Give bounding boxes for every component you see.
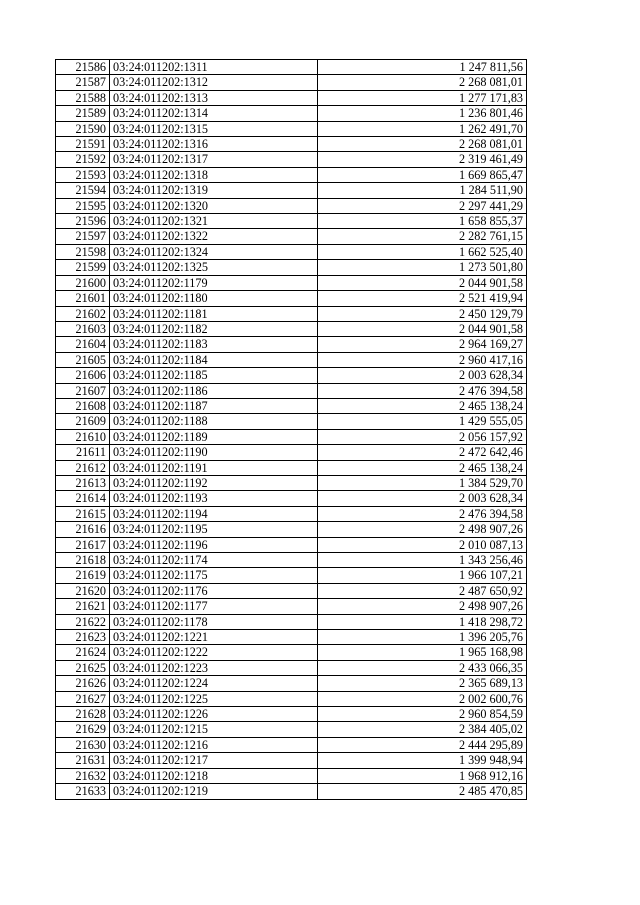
data-table xyxy=(55,59,527,800)
value-cell: 2 450 129,79 xyxy=(318,306,527,321)
value-cell: 2 465 138,24 xyxy=(318,398,527,413)
table-row xyxy=(56,599,527,614)
value-cell: 1 236 801,46 xyxy=(318,106,527,121)
value-cell: 2 056 157,92 xyxy=(318,429,527,444)
row-number-cell: 21617 xyxy=(56,537,110,552)
row-number-cell: 21614 xyxy=(56,491,110,506)
row-number-cell: 21633 xyxy=(56,784,110,799)
table-row xyxy=(56,244,527,259)
table-row xyxy=(56,398,527,413)
cadastral-number-cell: 03:24:011202:1183 xyxy=(110,337,318,352)
cadastral-number-cell: 03:24:011202:1226 xyxy=(110,707,318,722)
row-number-cell: 21595 xyxy=(56,198,110,213)
cadastral-number-cell: 03:24:011202:1186 xyxy=(110,383,318,398)
row-number-cell: 21620 xyxy=(56,583,110,598)
value-cell: 2 003 628,34 xyxy=(318,491,527,506)
cadastral-number-cell: 03:24:011202:1193 xyxy=(110,491,318,506)
table-row xyxy=(56,630,527,645)
table-row xyxy=(56,475,527,490)
cadastral-number-cell: 03:24:011202:1317 xyxy=(110,152,318,167)
value-cell: 2 498 907,26 xyxy=(318,522,527,537)
row-number-cell: 21623 xyxy=(56,630,110,645)
table-row xyxy=(56,414,527,429)
cadastral-number-cell: 03:24:011202:1191 xyxy=(110,460,318,475)
row-number-cell: 21597 xyxy=(56,229,110,244)
table-row xyxy=(56,506,527,521)
table-row xyxy=(56,768,527,783)
row-number-cell: 21593 xyxy=(56,167,110,182)
table-row xyxy=(56,183,527,198)
table-row xyxy=(56,645,527,660)
table-row xyxy=(56,90,527,105)
value-cell: 2 485 470,85 xyxy=(318,784,527,799)
value-cell: 1 247 811,56 xyxy=(318,60,527,75)
table-row xyxy=(56,491,527,506)
table-row xyxy=(56,214,527,229)
cadastral-number-cell: 03:24:011202:1315 xyxy=(110,121,318,136)
table-row xyxy=(56,691,527,706)
row-number-cell: 21628 xyxy=(56,707,110,722)
table-row xyxy=(56,460,527,475)
row-number-cell: 21588 xyxy=(56,90,110,105)
row-number-cell: 21630 xyxy=(56,737,110,752)
row-number-cell: 21621 xyxy=(56,599,110,614)
row-number-cell: 21608 xyxy=(56,398,110,413)
value-cell: 2 472 642,46 xyxy=(318,445,527,460)
table-row xyxy=(56,260,527,275)
table-row xyxy=(56,337,527,352)
cadastral-number-cell: 03:24:011202:1321 xyxy=(110,214,318,229)
cadastral-number-cell: 03:24:011202:1320 xyxy=(110,198,318,213)
value-cell: 2 487 650,92 xyxy=(318,583,527,598)
cadastral-number-cell: 03:24:011202:1225 xyxy=(110,691,318,706)
row-number-cell: 21587 xyxy=(56,75,110,90)
cadastral-number-cell: 03:24:011202:1188 xyxy=(110,414,318,429)
value-cell: 2 002 600,76 xyxy=(318,691,527,706)
cadastral-number-cell: 03:24:011202:1222 xyxy=(110,645,318,660)
table-row xyxy=(56,707,527,722)
row-number-cell: 21609 xyxy=(56,414,110,429)
table-row xyxy=(56,383,527,398)
table-row xyxy=(56,229,527,244)
table-row xyxy=(56,722,527,737)
value-cell: 1 418 298,72 xyxy=(318,614,527,629)
table-row xyxy=(56,522,527,537)
value-cell: 2 365 689,13 xyxy=(318,676,527,691)
value-cell: 2 297 441,29 xyxy=(318,198,527,213)
value-cell: 1 262 491,70 xyxy=(318,121,527,136)
cadastral-number-cell: 03:24:011202:1189 xyxy=(110,429,318,444)
row-number-cell: 21624 xyxy=(56,645,110,660)
row-number-cell: 21619 xyxy=(56,568,110,583)
row-number-cell: 21626 xyxy=(56,676,110,691)
cadastral-number-cell: 03:24:011202:1190 xyxy=(110,445,318,460)
cadastral-number-cell: 03:24:011202:1217 xyxy=(110,753,318,768)
row-number-cell: 21586 xyxy=(56,60,110,75)
table-row xyxy=(56,537,527,552)
row-number-cell: 21613 xyxy=(56,475,110,490)
row-number-cell: 21603 xyxy=(56,321,110,336)
value-cell: 2 476 394,58 xyxy=(318,506,527,521)
value-cell: 1 284 511,90 xyxy=(318,183,527,198)
cadastral-number-cell: 03:24:011202:1179 xyxy=(110,275,318,290)
table-row xyxy=(56,583,527,598)
table-row xyxy=(56,60,527,75)
cadastral-number-cell: 03:24:011202:1175 xyxy=(110,568,318,583)
table-row xyxy=(56,198,527,213)
cadastral-number-cell: 03:24:011202:1176 xyxy=(110,583,318,598)
table-row xyxy=(56,753,527,768)
value-cell: 2 044 901,58 xyxy=(318,275,527,290)
cadastral-number-cell: 03:24:011202:1216 xyxy=(110,737,318,752)
table-row xyxy=(56,568,527,583)
row-number-cell: 21615 xyxy=(56,506,110,521)
table-row xyxy=(56,445,527,460)
value-cell: 1 965 168,98 xyxy=(318,645,527,660)
row-number-cell: 21596 xyxy=(56,214,110,229)
row-number-cell: 21591 xyxy=(56,137,110,152)
table-row xyxy=(56,291,527,306)
table-row xyxy=(56,306,527,321)
value-cell: 2 282 761,15 xyxy=(318,229,527,244)
row-number-cell: 21631 xyxy=(56,753,110,768)
value-cell: 1 968 912,16 xyxy=(318,768,527,783)
value-cell: 2 268 081,01 xyxy=(318,137,527,152)
cadastral-number-cell: 03:24:011202:1324 xyxy=(110,244,318,259)
cadastral-number-cell: 03:24:011202:1314 xyxy=(110,106,318,121)
value-cell: 2 010 087,13 xyxy=(318,537,527,552)
row-number-cell: 21611 xyxy=(56,445,110,460)
cadastral-number-cell: 03:24:011202:1177 xyxy=(110,599,318,614)
cadastral-number-cell: 03:24:011202:1312 xyxy=(110,75,318,90)
cadastral-number-cell: 03:24:011202:1311 xyxy=(110,60,318,75)
value-cell: 2 319 461,49 xyxy=(318,152,527,167)
row-number-cell: 21594 xyxy=(56,183,110,198)
table-row xyxy=(56,553,527,568)
value-cell: 1 429 555,05 xyxy=(318,414,527,429)
row-number-cell: 21627 xyxy=(56,691,110,706)
cadastral-number-cell: 03:24:011202:1223 xyxy=(110,660,318,675)
value-cell: 1 273 501,80 xyxy=(318,260,527,275)
row-number-cell: 21632 xyxy=(56,768,110,783)
cadastral-number-cell: 03:24:011202:1215 xyxy=(110,722,318,737)
row-number-cell: 21600 xyxy=(56,275,110,290)
table-row xyxy=(56,152,527,167)
value-cell: 2 521 419,94 xyxy=(318,291,527,306)
value-cell: 2 044 901,58 xyxy=(318,321,527,336)
table-row xyxy=(56,352,527,367)
cadastral-number-cell: 03:24:011202:1224 xyxy=(110,676,318,691)
value-cell: 1 399 948,94 xyxy=(318,753,527,768)
value-cell: 1 966 107,21 xyxy=(318,568,527,583)
table-row xyxy=(56,75,527,90)
row-number-cell: 21604 xyxy=(56,337,110,352)
cadastral-number-cell: 03:24:011202:1174 xyxy=(110,553,318,568)
table-row xyxy=(56,784,527,799)
row-number-cell: 21590 xyxy=(56,121,110,136)
row-number-cell: 21629 xyxy=(56,722,110,737)
value-cell: 2 433 066,35 xyxy=(318,660,527,675)
row-number-cell: 21602 xyxy=(56,306,110,321)
row-number-cell: 21599 xyxy=(56,260,110,275)
row-number-cell: 21610 xyxy=(56,429,110,444)
table-row xyxy=(56,429,527,444)
cadastral-number-cell: 03:24:011202:1196 xyxy=(110,537,318,552)
cadastral-number-cell: 03:24:011202:1181 xyxy=(110,306,318,321)
value-cell: 1 277 171,83 xyxy=(318,90,527,105)
cadastral-number-cell: 03:24:011202:1325 xyxy=(110,260,318,275)
cadastral-number-cell: 03:24:011202:1319 xyxy=(110,183,318,198)
cadastral-number-cell: 03:24:011202:1192 xyxy=(110,475,318,490)
value-cell: 2 498 907,26 xyxy=(318,599,527,614)
table-row xyxy=(56,167,527,182)
cadastral-number-cell: 03:24:011202:1219 xyxy=(110,784,318,799)
row-number-cell: 21606 xyxy=(56,368,110,383)
table-row xyxy=(56,321,527,336)
cadastral-number-cell: 03:24:011202:1184 xyxy=(110,352,318,367)
row-number-cell: 21592 xyxy=(56,152,110,167)
value-cell: 1 343 256,46 xyxy=(318,553,527,568)
row-number-cell: 21618 xyxy=(56,553,110,568)
cadastral-number-cell: 03:24:011202:1180 xyxy=(110,291,318,306)
cadastral-number-cell: 03:24:011202:1318 xyxy=(110,167,318,182)
cadastral-number-cell: 03:24:011202:1322 xyxy=(110,229,318,244)
cadastral-number-cell: 03:24:011202:1218 xyxy=(110,768,318,783)
value-cell: 1 669 865,47 xyxy=(318,167,527,182)
cadastral-number-cell: 03:24:011202:1178 xyxy=(110,614,318,629)
cadastral-number-cell: 03:24:011202:1185 xyxy=(110,368,318,383)
value-cell: 2 003 628,34 xyxy=(318,368,527,383)
cadastral-number-cell: 03:24:011202:1313 xyxy=(110,90,318,105)
table-row xyxy=(56,121,527,136)
row-number-cell: 21616 xyxy=(56,522,110,537)
cadastral-number-cell: 03:24:011202:1194 xyxy=(110,506,318,521)
row-number-cell: 21612 xyxy=(56,460,110,475)
value-cell: 1 384 529,70 xyxy=(318,475,527,490)
value-cell: 2 465 138,24 xyxy=(318,460,527,475)
cadastral-number-cell: 03:24:011202:1195 xyxy=(110,522,318,537)
cadastral-number-cell: 03:24:011202:1187 xyxy=(110,398,318,413)
value-cell: 1 658 855,37 xyxy=(318,214,527,229)
table-row xyxy=(56,275,527,290)
table-body xyxy=(56,60,527,800)
cadastral-number-cell: 03:24:011202:1316 xyxy=(110,137,318,152)
value-cell: 2 960 417,16 xyxy=(318,352,527,367)
value-cell: 1 396 205,76 xyxy=(318,630,527,645)
row-number-cell: 21605 xyxy=(56,352,110,367)
table-row xyxy=(56,660,527,675)
table-row xyxy=(56,137,527,152)
value-cell: 2 476 394,58 xyxy=(318,383,527,398)
value-cell: 2 960 854,59 xyxy=(318,707,527,722)
row-number-cell: 21598 xyxy=(56,244,110,259)
row-number-cell: 21607 xyxy=(56,383,110,398)
table-row xyxy=(56,614,527,629)
table-row xyxy=(56,676,527,691)
row-number-cell: 21625 xyxy=(56,660,110,675)
value-cell: 2 964 169,27 xyxy=(318,337,527,352)
row-number-cell: 21601 xyxy=(56,291,110,306)
table-row xyxy=(56,106,527,121)
table-row xyxy=(56,368,527,383)
value-cell: 2 444 295,89 xyxy=(318,737,527,752)
row-number-cell: 21589 xyxy=(56,106,110,121)
value-cell: 2 268 081,01 xyxy=(318,75,527,90)
value-cell: 2 384 405,02 xyxy=(318,722,527,737)
table-row xyxy=(56,737,527,752)
cadastral-number-cell: 03:24:011202:1221 xyxy=(110,630,318,645)
cadastral-number-cell: 03:24:011202:1182 xyxy=(110,321,318,336)
row-number-cell: 21622 xyxy=(56,614,110,629)
value-cell: 1 662 525,40 xyxy=(318,244,527,259)
